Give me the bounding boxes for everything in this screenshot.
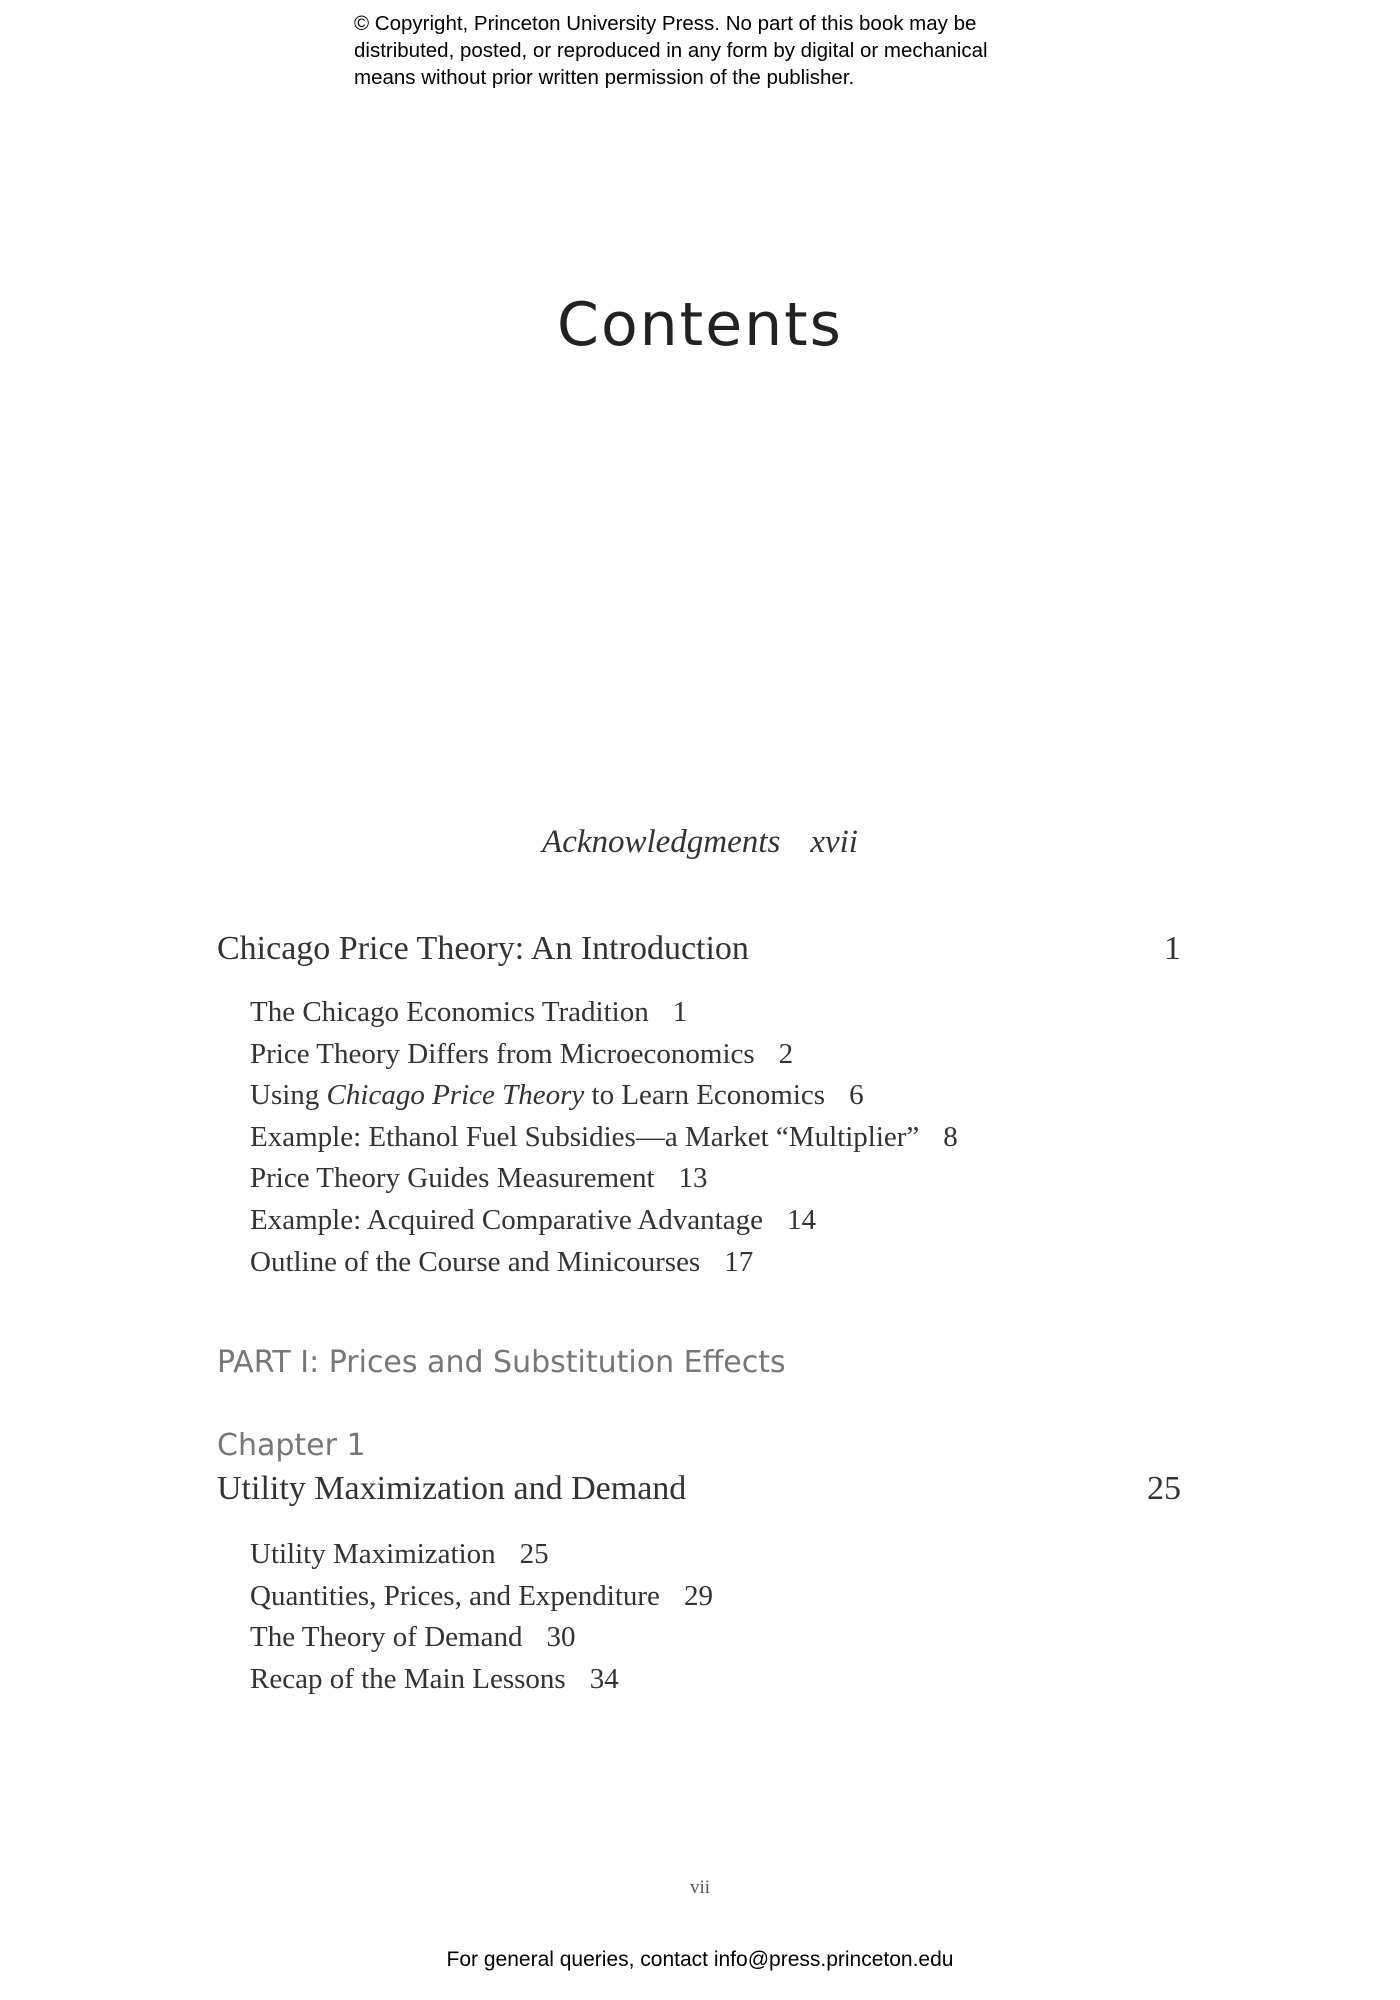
intro-title: Chicago Price Theory: An Introduction [217, 930, 749, 967]
entry-label: The Chicago Economics Tradition [250, 996, 649, 1028]
entry-label-pre: Using [250, 1079, 327, 1112]
entry-page: 6 [849, 1079, 864, 1112]
chapter1-section-list [250, 1534, 713, 1700]
toc-entry [250, 1576, 713, 1618]
intro-section-list [250, 992, 958, 1283]
toc-entry [250, 1034, 958, 1076]
entry-label: Price Theory Differs from Microeconomics [250, 1037, 755, 1070]
page-number: vii [689, 1877, 711, 1898]
entry-label: Example: Acquired Comparative Advantage [250, 1203, 763, 1236]
entry-label-italic: Chicago Price Theory [326, 1079, 585, 1112]
toc-entry [250, 1242, 958, 1284]
toc-acknowledgments [0, 824, 1400, 861]
page-title: Contents [557, 290, 843, 360]
entry-label: Example: Ethanol Fuel Subsidies—a Market “Multiplier” [250, 1120, 920, 1153]
entry-label: The Theory of Demand [250, 1621, 523, 1654]
acknowledgments-label: Acknowledgments [542, 824, 781, 860]
copyright-notice [354, 10, 1114, 91]
entry-label: Utility Maximization [250, 1538, 496, 1570]
copyright-line: distributed, posted, or reproduced in any form by digital or mechanical [354, 39, 988, 62]
entry-page: 8 [943, 1120, 958, 1153]
entry-page: 13 [678, 1162, 708, 1195]
entry-label: Quantities, Prices, and Expenditure [250, 1579, 660, 1612]
entry-page: 30 [546, 1621, 576, 1654]
chapter-number: Chapter 1 [217, 1428, 366, 1463]
entry-label: Outline of the Course and Minicourses [250, 1245, 701, 1278]
toc-entry [250, 1200, 958, 1242]
entry-label: Recap of the Main Lessons [250, 1662, 566, 1695]
toc-entry [250, 1158, 958, 1200]
entry-page: 1 [672, 996, 688, 1028]
acknowledgments-page: xvii [810, 824, 858, 860]
toc-entry [250, 1117, 958, 1159]
toc-entry [250, 1617, 713, 1659]
entry-page: 29 [683, 1579, 713, 1612]
contact-footer: For general queries, contact info@press.princeton.edu [446, 1948, 954, 1971]
toc-entry [250, 1659, 713, 1701]
entry-page: 34 [589, 1662, 619, 1695]
toc-entry [250, 1534, 713, 1576]
entry-page: 2 [778, 1037, 794, 1070]
chapter1-page: 25 [1147, 1470, 1181, 1507]
entry-page: 17 [724, 1245, 754, 1278]
part-heading: PART I: Prices and Substitution Effects [217, 1345, 786, 1380]
entry-label-post: to Learn Economics [584, 1079, 826, 1112]
entry-page: 25 [519, 1538, 549, 1570]
intro-page: 1 [1164, 930, 1181, 967]
entry-page: 14 [786, 1203, 816, 1236]
toc-entry [250, 1075, 958, 1117]
copyright-line: means without prior written permission of the publisher. [354, 66, 855, 89]
toc-entry [250, 992, 958, 1034]
entry-label: Price Theory Guides Measurement [250, 1162, 655, 1195]
chapter1-title: Utility Maximization and Demand [217, 1470, 687, 1507]
copyright-line: © Copyright, Princeton University Press. No part of this book may be [354, 12, 977, 35]
